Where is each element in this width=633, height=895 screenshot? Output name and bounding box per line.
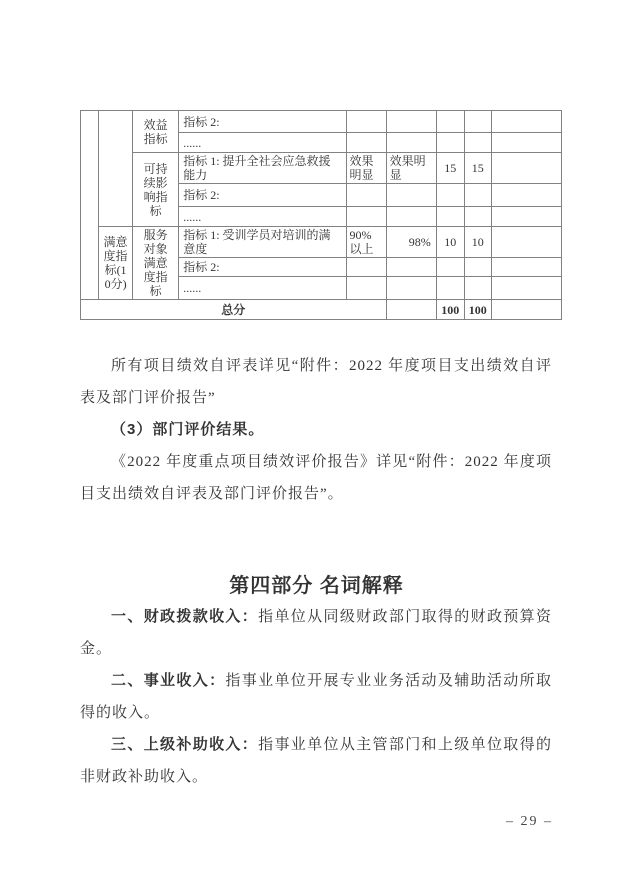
cell-empty — [386, 258, 436, 277]
cell-empty — [464, 277, 491, 300]
cell-empty — [491, 111, 561, 133]
cell-ellipsis: ...... — [179, 133, 346, 153]
cell-empty — [491, 300, 561, 320]
cell-empty — [346, 133, 386, 153]
cell-benefit-group: 效益指标 — [133, 111, 179, 153]
cell-ellipsis: ...... — [179, 277, 346, 300]
cell-satisfaction-score-b: 10 — [464, 227, 491, 258]
cell-empty — [464, 133, 491, 153]
definition-1 — [80, 601, 552, 665]
cell-empty — [491, 207, 561, 227]
cell-ellipsis: ...... — [179, 207, 346, 227]
cell-empty — [436, 258, 464, 277]
cell-empty — [346, 207, 386, 227]
body-text-block-1 — [80, 350, 552, 510]
cell-sustain-score-b: 15 — [464, 153, 491, 184]
table-row — [81, 153, 562, 184]
definition-3 — [80, 729, 552, 793]
cell-empty — [491, 277, 561, 300]
definition-3-term: 三、上级补助收入： — [111, 736, 259, 753]
cell-empty — [491, 133, 561, 153]
definition-3-text: 指事业单位从主管部门和上级单位取得的非财政补助收入。 — [80, 737, 552, 785]
cell-empty — [436, 207, 464, 227]
cell-empty — [436, 133, 464, 153]
cell-empty — [346, 111, 386, 133]
cell-empty — [491, 258, 561, 277]
cell-empty — [386, 133, 436, 153]
cell-empty — [436, 277, 464, 300]
page-number: – 29 – — [506, 814, 553, 829]
table-row — [81, 111, 562, 133]
cell-empty — [464, 111, 491, 133]
cell-empty — [491, 153, 561, 184]
cell-empty — [491, 227, 561, 258]
cell-empty — [346, 277, 386, 300]
cell-satisfaction-actual: 98% — [386, 227, 436, 258]
cell-empty — [464, 258, 491, 277]
performance-indicator-table — [80, 110, 562, 320]
paragraph-report: 《2022 年度重点项目绩效评价报告》详见“附件：2022 年度项目支出绩效自评表及部门评价报告”。 — [80, 454, 552, 502]
cell-empty — [386, 277, 436, 300]
cell-indicator2: 指标 2: — [179, 184, 346, 207]
cell-left-spacer — [81, 111, 99, 300]
table-row-total — [81, 300, 562, 320]
cell-empty — [346, 258, 386, 277]
cell-empty — [464, 207, 491, 227]
section-heading: 第四部分 名词解释 — [229, 575, 404, 597]
table-row — [81, 227, 562, 258]
definition-1-text: 指单位从同级财政部门取得的财政预算资金。 — [80, 609, 552, 657]
cell-empty — [386, 207, 436, 227]
cell-empty — [491, 184, 561, 207]
cell-sustain-score-a: 15 — [436, 153, 464, 184]
cell-sustain-indicator1: 指标 1: 提升全社会应急救援能力 — [179, 153, 346, 184]
definition-1-term: 一、财政拨款收入： — [111, 608, 259, 625]
cell-satisfaction-target: 90%以上 — [346, 227, 386, 258]
cell-sustain-group: 可持续影响指标 — [133, 153, 179, 227]
cell-satisfaction-score-a: 10 — [436, 227, 464, 258]
paragraph-dept-result-heading: （3）部门评价结果。 — [111, 421, 265, 438]
cell-empty — [346, 184, 386, 207]
cell-satisfaction-category: 满意度指标(10分) — [99, 227, 133, 300]
paragraph-selfeval: 所有项目绩效自评表详见“附件：2022 年度项目支出绩效自评表及部门评价报告” — [80, 358, 552, 406]
cell-total-score-b: 100 — [464, 300, 491, 320]
cell-sustain-target: 效果明显 — [346, 153, 386, 184]
cell-empty — [436, 184, 464, 207]
cell-satisfaction-indicator1: 指标 1: 受训学员对培训的满意度 — [179, 227, 346, 258]
cell-empty — [386, 111, 436, 133]
cell-empty — [436, 111, 464, 133]
cell-sustain-actual: 效果明显 — [386, 153, 436, 184]
cell-total-label: 总分 — [81, 300, 387, 320]
cell-empty — [386, 184, 436, 207]
cell-empty — [464, 184, 491, 207]
definition-2 — [80, 665, 552, 729]
cell-service-group: 服务对象满意度指标 — [133, 227, 179, 300]
definition-2-term: 二、事业收入： — [111, 672, 226, 689]
cell-indicator2: 指标 2: — [179, 111, 346, 133]
cell-category-spacer — [99, 111, 133, 227]
cell-total-score-a: 100 — [436, 300, 464, 320]
cell-indicator2: 指标 2: — [179, 258, 346, 277]
definition-2-text: 指事业单位开展专业业务活动及辅助活动所取得的收入。 — [80, 673, 552, 721]
body-text-block-2 — [80, 601, 552, 793]
cell-empty — [386, 300, 436, 320]
